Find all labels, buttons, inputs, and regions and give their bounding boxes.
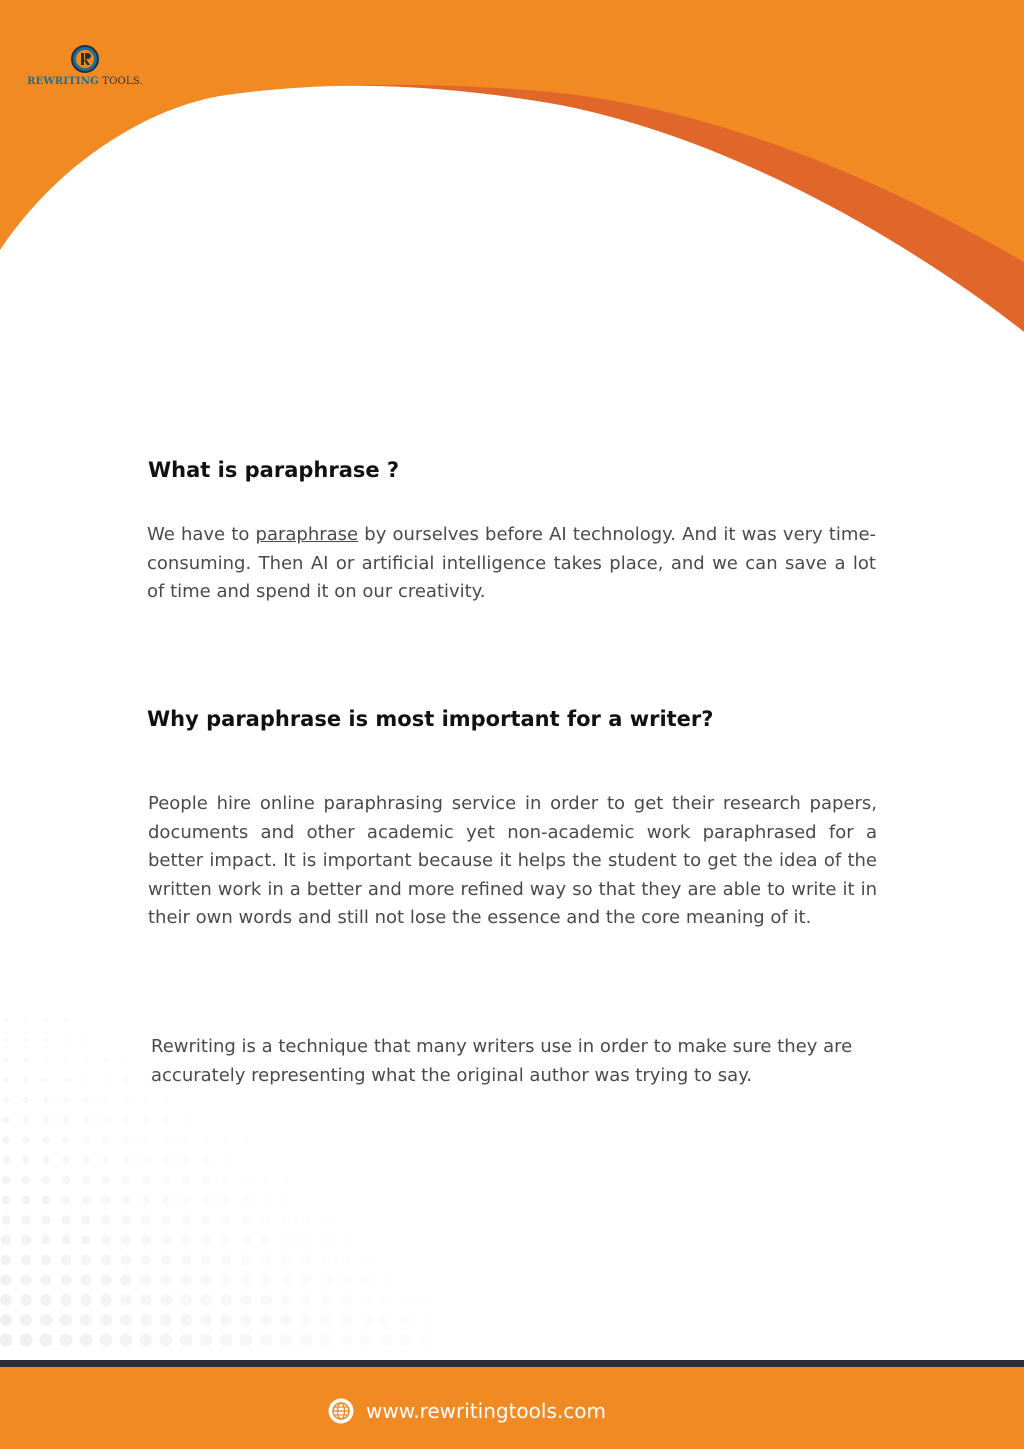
decor-dot: [81, 1255, 92, 1266]
decor-dot: [61, 1195, 70, 1204]
decor-dot: [380, 1294, 392, 1306]
decor-dot: [261, 1235, 271, 1245]
decor-dot: [102, 1176, 111, 1185]
decor-dot: [162, 1156, 170, 1164]
decor-dot: [220, 1294, 232, 1306]
decor-dot: [141, 1195, 150, 1204]
decor-dot: [300, 1334, 313, 1347]
decor-dot: [103, 1097, 110, 1104]
decor-dot: [63, 1077, 69, 1083]
decor-dot: [120, 1314, 132, 1326]
decor-dot: [360, 1274, 371, 1285]
decor-dot: [64, 1038, 69, 1043]
decor-dot: [4, 1038, 9, 1043]
decor-dot: [280, 1274, 291, 1285]
decor-dot: [20, 1274, 31, 1285]
decor-dot: [160, 1274, 171, 1285]
decor-dot: [320, 1294, 332, 1306]
decor-dot: [221, 1255, 232, 1266]
decor-dot: [120, 1274, 131, 1285]
decor-dot: [161, 1195, 170, 1204]
decor-dot: [124, 1038, 129, 1043]
decor-dot: [60, 1314, 72, 1326]
decor-dot: [121, 1195, 130, 1204]
decor-dot: [420, 1294, 432, 1306]
logo[interactable]: [26, 44, 144, 87]
logo-text: [26, 76, 144, 87]
decor-dot: [220, 1334, 233, 1347]
decor-dot: [202, 1156, 210, 1164]
decor-dot: [21, 1215, 31, 1225]
decor-dot: [82, 1116, 89, 1123]
decor-dot: [143, 1097, 150, 1104]
decor-dot: [360, 1294, 372, 1306]
decor-dot: [200, 1294, 212, 1306]
decor-dot: [3, 1057, 8, 1062]
decor-dot: [301, 1255, 312, 1266]
decor-dot: [61, 1215, 71, 1225]
decor-dot: [400, 1314, 412, 1326]
decor-dot: [242, 1176, 251, 1185]
decor-dot: [101, 1195, 110, 1204]
decor-dot: [84, 1038, 89, 1043]
footer-url[interactable]: www.rewritingtools.com: [366, 1399, 606, 1423]
decor-dot: [22, 1116, 29, 1123]
decor-dot: [180, 1314, 192, 1326]
decor-dot: [180, 1334, 193, 1347]
decor-dot: [361, 1255, 372, 1266]
decor-dot: [123, 1097, 130, 1104]
decor-dot: [80, 1314, 92, 1326]
decor-dot: [262, 1176, 271, 1185]
decor-dot: [420, 1334, 433, 1347]
decor-dot: [60, 1274, 71, 1285]
decor-dot: [100, 1274, 111, 1285]
decor-dot: [260, 1274, 271, 1285]
decor-dot: [241, 1195, 250, 1204]
decor-dot: [141, 1255, 152, 1266]
decor-dot: [80, 1334, 93, 1347]
decor-dot: [281, 1255, 292, 1266]
decor-dot: [240, 1274, 251, 1285]
decor-dot: [102, 1116, 109, 1123]
decor-dot: [160, 1314, 172, 1326]
decor-dot: [122, 1176, 131, 1185]
decor-dot: [181, 1235, 191, 1245]
decor-dot: [200, 1274, 211, 1285]
decor-dot: [22, 1136, 30, 1144]
decor-dot: [261, 1195, 270, 1204]
decor-dot: [60, 1334, 73, 1347]
decor-dot: [43, 1097, 50, 1104]
decor-dot: [201, 1255, 212, 1266]
decor-dot: [181, 1195, 190, 1204]
decor-dot: [262, 1156, 270, 1164]
decor-dot: [21, 1235, 31, 1245]
decor-dot: [240, 1294, 252, 1306]
decor-dot: [182, 1156, 190, 1164]
decor-dot: [280, 1334, 293, 1347]
decor-dot: [4, 1018, 8, 1022]
decor-dot: [200, 1314, 212, 1326]
decor-dot: [142, 1176, 151, 1185]
decor-dot: [101, 1235, 111, 1245]
decor-dot: [103, 1057, 108, 1062]
decor-dot: [320, 1314, 332, 1326]
decor-dot: [1, 1195, 10, 1204]
decor-dot: [222, 1116, 229, 1123]
decor-dot: [300, 1274, 311, 1285]
decor-dot: [123, 1077, 129, 1083]
decor-dot: [321, 1215, 331, 1225]
decor-dot: [281, 1215, 291, 1225]
decor-dot: [221, 1235, 231, 1245]
decor-dot: [83, 1057, 88, 1062]
header-wave-art: [0, 0, 1024, 340]
decor-dot: [20, 1314, 32, 1326]
decor-dot: [81, 1195, 90, 1204]
decor-dot: [142, 1136, 150, 1144]
decor-dot: [400, 1334, 413, 1347]
decor-dot: [1, 1235, 11, 1245]
decor-dot: [102, 1136, 110, 1144]
decor-dot: [182, 1176, 191, 1185]
decor-dot: [281, 1195, 290, 1204]
decor-dot: [62, 1136, 70, 1144]
decor-dot: [420, 1314, 432, 1326]
decor-dot: [2, 1156, 10, 1164]
decor-dot: [83, 1097, 90, 1104]
decor-dot: [0, 1294, 12, 1306]
decor-dot: [61, 1255, 72, 1266]
decor-dot: [380, 1314, 392, 1326]
decor-dot: [183, 1097, 190, 1104]
decor-dot: [82, 1176, 91, 1185]
decor-dot: [104, 1038, 109, 1043]
decor-dot: [0, 1274, 11, 1285]
decor-dot: [260, 1334, 273, 1347]
decor-dot: [123, 1057, 128, 1062]
decor-dot: [162, 1136, 170, 1144]
globe-icon: [328, 1398, 354, 1424]
decor-dot: [242, 1136, 250, 1144]
paraphrase-link[interactable]: paraphrase: [255, 524, 359, 545]
decor-dot: [21, 1255, 32, 1266]
section-heading-what-is-paraphrase: What is paraphrase ?: [148, 458, 400, 482]
decor-dot: [103, 1077, 109, 1083]
decor-dot: [24, 1018, 28, 1022]
decor-dot: [62, 1116, 69, 1123]
decor-dot: [23, 1077, 29, 1083]
decor-dot: [301, 1235, 311, 1245]
decor-dot: [82, 1156, 90, 1164]
decor-dot: [62, 1176, 71, 1185]
decor-dot: [241, 1215, 251, 1225]
decor-dot: [43, 1077, 49, 1083]
decor-dot: [0, 1314, 12, 1326]
decor-dot: [221, 1195, 230, 1204]
decor-dot: [261, 1255, 272, 1266]
decor-dot: [143, 1057, 148, 1062]
decor-dot: [122, 1116, 129, 1123]
decor-dot: [161, 1235, 171, 1245]
decor-dot: [281, 1235, 291, 1245]
decor-dot: [102, 1156, 110, 1164]
decor-dot: [220, 1274, 231, 1285]
decor-dot: [340, 1274, 351, 1285]
decor-dot: [202, 1116, 209, 1123]
decor-dot: [300, 1294, 312, 1306]
decor-dot: [140, 1274, 151, 1285]
decor-dot: [360, 1334, 373, 1347]
decor-dot: [202, 1136, 210, 1144]
decor-dot: [20, 1294, 32, 1306]
decor-dot: [44, 1038, 49, 1043]
decor-dot: [201, 1235, 211, 1245]
decor-dot: [321, 1235, 331, 1245]
decor-dot: [120, 1334, 133, 1347]
decor-dot: [100, 1314, 112, 1326]
decor-dot: [41, 1235, 51, 1245]
footer: [0, 1367, 1024, 1449]
decor-dot: [161, 1215, 171, 1225]
decor-dot: [202, 1176, 211, 1185]
decor-dot: [40, 1294, 52, 1306]
decor-dot: [142, 1156, 150, 1164]
decor-dot: [81, 1235, 91, 1245]
decor-dot: [221, 1215, 231, 1225]
decor-dot: [301, 1195, 310, 1204]
decor-dot: [260, 1294, 272, 1306]
decor-dot: [80, 1274, 91, 1285]
decor-dot: [320, 1334, 333, 1347]
decor-dot: [140, 1294, 152, 1306]
paragraph-text-end: by ourselves before AI technology. And it was very time-consuming. Then AI or artificial intelligence takes place, and we can save a lot of time and spend it on our creativity.: [147, 524, 877, 602]
decor-dot: [122, 1136, 130, 1144]
decor-dot: [120, 1294, 132, 1306]
decor-dot: [41, 1195, 50, 1204]
decor-dot: [380, 1274, 391, 1285]
decor-dot: [41, 1215, 51, 1225]
section-heading-why-paraphrase: Why paraphrase is most important for a writer?: [147, 707, 714, 731]
logo-suffix-text: TOOLS.: [98, 76, 143, 87]
decor-dot: [101, 1255, 112, 1266]
decor-dot: [280, 1294, 292, 1306]
decor-dot: [21, 1195, 30, 1204]
decor-dot: [141, 1215, 151, 1225]
decor-dot: [201, 1215, 211, 1225]
decor-dot: [3, 1077, 9, 1083]
decor-dot: [180, 1274, 191, 1285]
decor-dot: [242, 1156, 250, 1164]
decor-dot: [62, 1156, 70, 1164]
decor-dot: [22, 1176, 31, 1185]
decor-dot: [380, 1334, 393, 1347]
decor-dot: [40, 1274, 51, 1285]
decor-dot: [24, 1038, 29, 1043]
decor-dot: [163, 1097, 170, 1104]
decor-dot: [0, 1334, 12, 1347]
decor-dot: [300, 1314, 312, 1326]
section-paragraph-what-is-paraphrase: [147, 521, 876, 607]
decor-dot: [63, 1097, 70, 1104]
decor-dot: [320, 1274, 331, 1285]
decor-dot: [182, 1116, 189, 1123]
decor-dot: [160, 1294, 172, 1306]
decor-dot: [41, 1255, 52, 1266]
decor-dot: [360, 1314, 372, 1326]
decor-dot: [100, 1294, 112, 1306]
decor-dot: [42, 1156, 50, 1164]
decor-dot: [161, 1255, 172, 1266]
decor-dot: [63, 1057, 68, 1062]
decor-dot: [140, 1314, 152, 1326]
decor-dot: [240, 1334, 253, 1347]
decor-dot: [42, 1176, 51, 1185]
decor-dot: [143, 1077, 149, 1083]
decor-dot: [43, 1057, 48, 1062]
decor-dot: [181, 1255, 192, 1266]
decor-dot: [142, 1116, 149, 1123]
decor-dot: [22, 1156, 30, 1164]
decor-dot: [81, 1215, 91, 1225]
decor-dot: [2, 1116, 9, 1123]
decor-dot: [340, 1294, 352, 1306]
decor-dot: [340, 1334, 353, 1347]
rewriting-tools-logo-mark-icon: [70, 44, 100, 74]
decor-dot: [341, 1255, 352, 1266]
decor-dot: [203, 1097, 210, 1104]
decor-dot: [301, 1215, 311, 1225]
decor-dot: [222, 1136, 230, 1144]
decor-dot: [121, 1235, 131, 1245]
decor-dot: [1, 1255, 12, 1266]
decor-dot: [162, 1116, 169, 1123]
decor-dot: [2, 1136, 10, 1144]
decor-dot: [3, 1097, 10, 1104]
footer-website[interactable]: [328, 1398, 606, 1424]
decor-dot: [280, 1314, 292, 1326]
paragraph-text-start: We have to: [147, 524, 256, 545]
decor-dot: [162, 1176, 171, 1185]
decor-dot: [141, 1235, 151, 1245]
decor-dot: [121, 1215, 131, 1225]
decor-dot: [82, 1136, 90, 1144]
decor-dot: [282, 1176, 291, 1185]
decor-dot: [40, 1314, 52, 1326]
decor-dot: [400, 1294, 412, 1306]
decor-dot: [64, 1018, 68, 1022]
decor-dot: [260, 1314, 272, 1326]
decor-dot: [44, 1018, 48, 1022]
decor-dot: [340, 1314, 352, 1326]
decor-dot: [240, 1314, 252, 1326]
decor-dot: [341, 1235, 351, 1245]
decor-dot: [180, 1294, 192, 1306]
decor-dot: [61, 1235, 71, 1245]
decor-dot: [60, 1294, 72, 1306]
decor-dot: [200, 1334, 213, 1347]
section-paragraph-why-paraphrase: People hire online paraphrasing service in order to get their research papers, documents and other academic yet non-academic work paraphrased for a better impact. It is important because it helps the student to get the idea of the written work in a better and more refined way so that they are able to write it in their own words and still not lose the essence and the core meaning of it.: [148, 793, 877, 928]
decor-dot: [100, 1334, 113, 1347]
logo-brand-text: REWRITING: [27, 76, 99, 87]
decor-dot: [42, 1136, 50, 1144]
decor-dot: [241, 1255, 252, 1266]
decor-dot: [80, 1294, 92, 1306]
decor-dot: [23, 1097, 30, 1104]
decor-dot: [20, 1334, 33, 1347]
section-paragraph-rewriting: Rewriting is a technique that many writers use in order to make sure they are accurately representing what the original author was trying to say.: [151, 1036, 853, 1086]
decor-dot: [84, 1018, 88, 1022]
decor-dot: [121, 1255, 132, 1266]
decor-dot: [241, 1235, 251, 1245]
decor-dot: [220, 1314, 232, 1326]
decor-dot: [321, 1255, 332, 1266]
decor-dot: [42, 1116, 49, 1123]
decor-dot: [122, 1156, 130, 1164]
decor-dot: [182, 1136, 190, 1144]
decor-dot: [40, 1334, 53, 1347]
decor-dot: [83, 1077, 89, 1083]
decor-dot: [222, 1176, 231, 1185]
footer-divider: [0, 1360, 1024, 1367]
decor-dot: [101, 1215, 111, 1225]
decor-dot: [1, 1215, 11, 1225]
decor-dot: [261, 1215, 271, 1225]
decor-dot: [104, 1018, 108, 1022]
decor-dot: [160, 1334, 173, 1347]
decor-dot: [222, 1156, 230, 1164]
decor-dot: [23, 1057, 28, 1062]
decor-dot: [140, 1334, 153, 1347]
decor-dot: [400, 1274, 411, 1285]
decor-dot: [181, 1215, 191, 1225]
decor-dot: [201, 1195, 210, 1204]
decor-dot: [2, 1176, 11, 1185]
